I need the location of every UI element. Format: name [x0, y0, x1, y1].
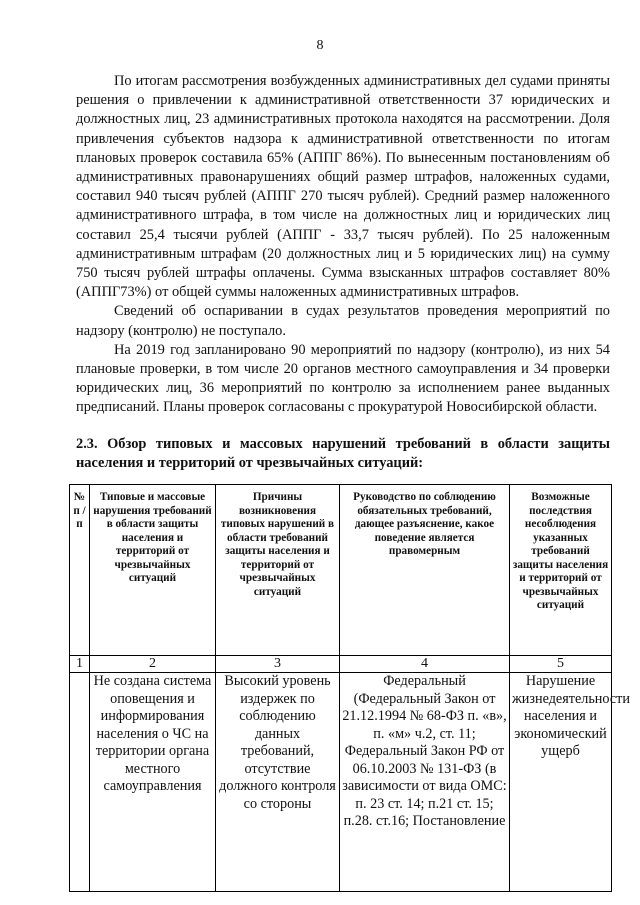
header-guidance: Руководство по соблюдению обязательных требований, дающее разъяснение, какое поведение является правомерным [340, 485, 510, 656]
violations-table [69, 484, 630, 892]
header-causes: Причины возникновения типовых нарушений в области требований защиты населения и территорий от чрезвычайных ситуаций [216, 485, 340, 656]
table-header-row [70, 485, 612, 656]
section-heading: 2.3. Обзор типовых и массовых нарушений требований в области защиты населения и территорий от чрезвычайных ситуаций: [76, 436, 610, 471]
paragraph-appeals: Сведений об оспаривании в судах результатов проведения мероприятий по надзору (контролю) не поступало. [76, 303, 610, 339]
column-number: 3 [216, 656, 340, 673]
column-number: 2 [90, 656, 216, 673]
column-number: 1 [70, 656, 90, 673]
column-number-row [70, 656, 612, 673]
row-number-cell [70, 673, 90, 892]
guidance-cell: Федеральный (Федеральный Закон от 21.12.1994 № 68-ФЗ п. «в», п. «м» ч.2, ст. 11; Федеральный Закон РФ от 06.10.2003 № 131-ФЗ (в зависимости от вида ОМС: п. 23 ст. 14; п.21 ст. 15; п.28. ст.16; Постановление [340, 673, 510, 892]
column-number: 5 [510, 656, 612, 673]
consequences-cell: Нарушение жизнедеятельности населения и экономический ущерб [510, 673, 612, 892]
page-number: 8 [316, 38, 324, 53]
header-number: № п / п [70, 485, 90, 656]
header-violations: Типовые и массовые нарушения требований в области защиты населения и территорий от чрезвычайных ситуаций [90, 485, 216, 656]
body-text [76, 72, 610, 418]
paragraph-plan-2019: На 2019 год запланировано 90 мероприятий по надзору (контролю), из них 54 плановые проверки, в том числе 20 органов местного самоуправления и 34 проверки юридических лиц, 36 мероприятий по контролю за исполнением ранее выданных предписаний. Планы проверок согласованы с прокуратурой Новосибирской области. [76, 341, 610, 416]
violation-cell: Не создана система оповещения и информирования населения о ЧС на территории органа местного самоуправления [90, 673, 216, 892]
paragraph-penalties: По итогам рассмотрения возбужденных административных дел судами приняты решения о привлечении к административной ответственности 37 юридических и должностных лиц, 23 административных протокола находятся на рассмотрении. Доля привлечения субъектов надзора к административной ответственности по итогам плановых проверок составила 65% (АППГ 86%). По вынесенным постановлениям об административных правонарушениях общий размер штрафов, наложенных судами, составил 940 тысяч рублей (АППГ 270 тысяч рублей). Средний размер наложенного административного штрафа, в том числе на должностных лиц и юридических лиц составил 25,4 тысячи рублей (АППГ - 33,7 тысяч рублей). По 25 наложенным административным штрафам (20 должностных лиц и 5 юридических лиц) на сумму 750 тысяч рублей штрафы оплачены. Сумма взысканных штрафов составляет 80% (АППГ73%) от общей суммы наложенных административных штрафов. [76, 73, 610, 301]
column-number: 4 [340, 656, 510, 673]
cause-cell: Высокий уровень издержек по соблюдению данных требований, отсутствие должного контроля со стороны [216, 673, 340, 892]
header-consequences: Возможные последствия несоблюдения указанных требований защиты населения и территорий от чрезвычайных ситуаций [510, 485, 612, 656]
table-row [70, 673, 612, 892]
